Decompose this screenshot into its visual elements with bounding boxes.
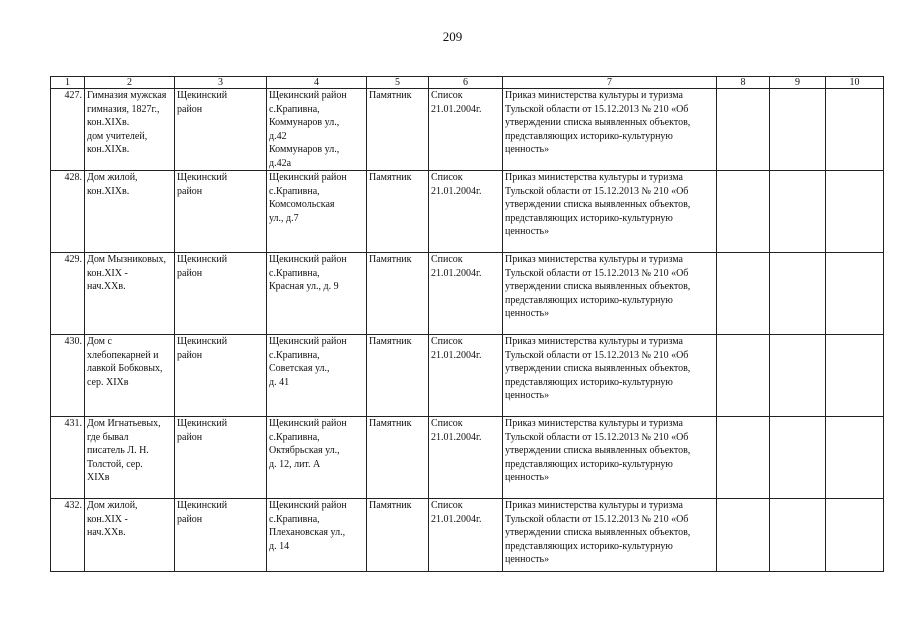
column-header-10: 10: [826, 77, 884, 89]
table-header: [51, 77, 884, 89]
order-document: Приказ министерства культуры и туризма Тульской области от 15.12.2013 № 210 «Об утверждении списка выявленных объектов, представляющих историко-культурную ценность»: [503, 417, 717, 499]
object-category: Памятник: [367, 417, 429, 499]
table-row: [51, 417, 884, 499]
order-document: Приказ министерства культуры и туризма Тульской области от 15.12.2013 № 210 «Об утверждении списка выявленных объектов, представляющих историко-культурную ценность»: [503, 335, 717, 417]
column-9-cell: [770, 335, 826, 417]
column-8-cell: [717, 417, 770, 499]
address: Щекинский район с.Крапивна, Красная ул., д. 9: [267, 253, 367, 335]
row-number: 432.: [51, 499, 85, 572]
order-document: Приказ министерства культуры и туризма Тульской области от 15.12.2013 № 210 «Об утверждении списка выявленных объектов, представляющих историко-культурную ценность»: [503, 253, 717, 335]
district: Щекинский район: [175, 417, 267, 499]
object-name: Дом с хлебопекарней и лавкой Бобковых, сер. XIXв: [85, 335, 175, 417]
row-number: 428.: [51, 171, 85, 253]
district: Щекинский район: [175, 89, 267, 171]
district: Щекинский район: [175, 335, 267, 417]
list-reference: Список 21.01.2004г.: [429, 89, 503, 171]
object-name: Дом жилой, кон.XIXв.: [85, 171, 175, 253]
column-8-cell: [717, 89, 770, 171]
table-row: [51, 89, 884, 171]
column-header-3: 3: [175, 77, 267, 89]
object-name: Дом жилой, кон.XIX - нач.XXв.: [85, 499, 175, 572]
column-header-2: 2: [85, 77, 175, 89]
district: Щекинский район: [175, 253, 267, 335]
table-row: [51, 253, 884, 335]
address: Щекинский район с.Крапивна, Октябрьская ул., д. 12, лит. А: [267, 417, 367, 499]
column-9-cell: [770, 499, 826, 572]
list-reference: Список 21.01.2004г.: [429, 253, 503, 335]
object-category: Памятник: [367, 89, 429, 171]
column-10-cell: [826, 89, 884, 171]
column-header-4: 4: [267, 77, 367, 89]
table-row: [51, 499, 884, 572]
column-8-cell: [717, 499, 770, 572]
column-10-cell: [826, 171, 884, 253]
column-9-cell: [770, 171, 826, 253]
district: Щекинский район: [175, 499, 267, 572]
column-8-cell: [717, 171, 770, 253]
object-category: Памятник: [367, 253, 429, 335]
object-name: Дом Игнатьевых, где бывал писатель Л. Н. Толстой, сер. XIXв: [85, 417, 175, 499]
order-document: Приказ министерства культуры и туризма Тульской области от 15.12.2013 № 210 «Об утверждении списка выявленных объектов, представляющих историко-культурную ценность»: [503, 89, 717, 171]
column-header-8: 8: [717, 77, 770, 89]
heritage-objects-table: [50, 76, 884, 572]
column-header-7: 7: [503, 77, 717, 89]
table-row: [51, 171, 884, 253]
column-9-cell: [770, 253, 826, 335]
column-header-9: 9: [770, 77, 826, 89]
list-reference: Список 21.01.2004г.: [429, 171, 503, 253]
column-10-cell: [826, 417, 884, 499]
list-reference: Список 21.01.2004г.: [429, 335, 503, 417]
order-document: Приказ министерства культуры и туризма Тульской области от 15.12.2013 № 210 «Об утверждении списка выявленных объектов, представляющих историко-культурную ценность»: [503, 499, 717, 572]
address: Щекинский район с.Крапивна, Коммунаров ул., д.42 Коммунаров ул., д.42а: [267, 89, 367, 171]
row-number: 429.: [51, 253, 85, 335]
column-10-cell: [826, 253, 884, 335]
column-header-6: 6: [429, 77, 503, 89]
table-row: [51, 335, 884, 417]
object-name: Дом Мызниковых, кон.XIX - нач.XXв.: [85, 253, 175, 335]
object-category: Памятник: [367, 499, 429, 572]
page-number: 209: [442, 29, 463, 44]
column-header-1: 1: [51, 77, 85, 89]
column-9-cell: [770, 417, 826, 499]
column-8-cell: [717, 335, 770, 417]
column-header-5: 5: [367, 77, 429, 89]
column-10-cell: [826, 335, 884, 417]
district: Щекинский район: [175, 171, 267, 253]
address: Щекинский район с.Крапивна, Советская ул., д. 41: [267, 335, 367, 417]
address: Щекинский район с.Крапивна, Плехановская ул., д. 14: [267, 499, 367, 572]
column-8-cell: [717, 253, 770, 335]
table-body: [51, 89, 884, 572]
header-row: [51, 77, 884, 89]
row-number: 427.: [51, 89, 85, 171]
order-document: Приказ министерства культуры и туризма Тульской области от 15.12.2013 № 210 «Об утверждении списка выявленных объектов, представляющих историко-культурную ценность»: [503, 171, 717, 253]
address: Щекинский район с.Крапивна, Комсомольская ул., д.7: [267, 171, 367, 253]
row-number: 431.: [51, 417, 85, 499]
list-reference: Список 21.01.2004г.: [429, 417, 503, 499]
list-reference: Список 21.01.2004г.: [429, 499, 503, 572]
object-category: Памятник: [367, 171, 429, 253]
object-name: Гимназия мужская гимназия, 1827г., кон.XIXв. дом учителей, кон.XIXв.: [85, 89, 175, 171]
column-9-cell: [770, 89, 826, 171]
object-category: Памятник: [367, 335, 429, 417]
column-10-cell: [826, 499, 884, 572]
row-number: 430.: [51, 335, 85, 417]
